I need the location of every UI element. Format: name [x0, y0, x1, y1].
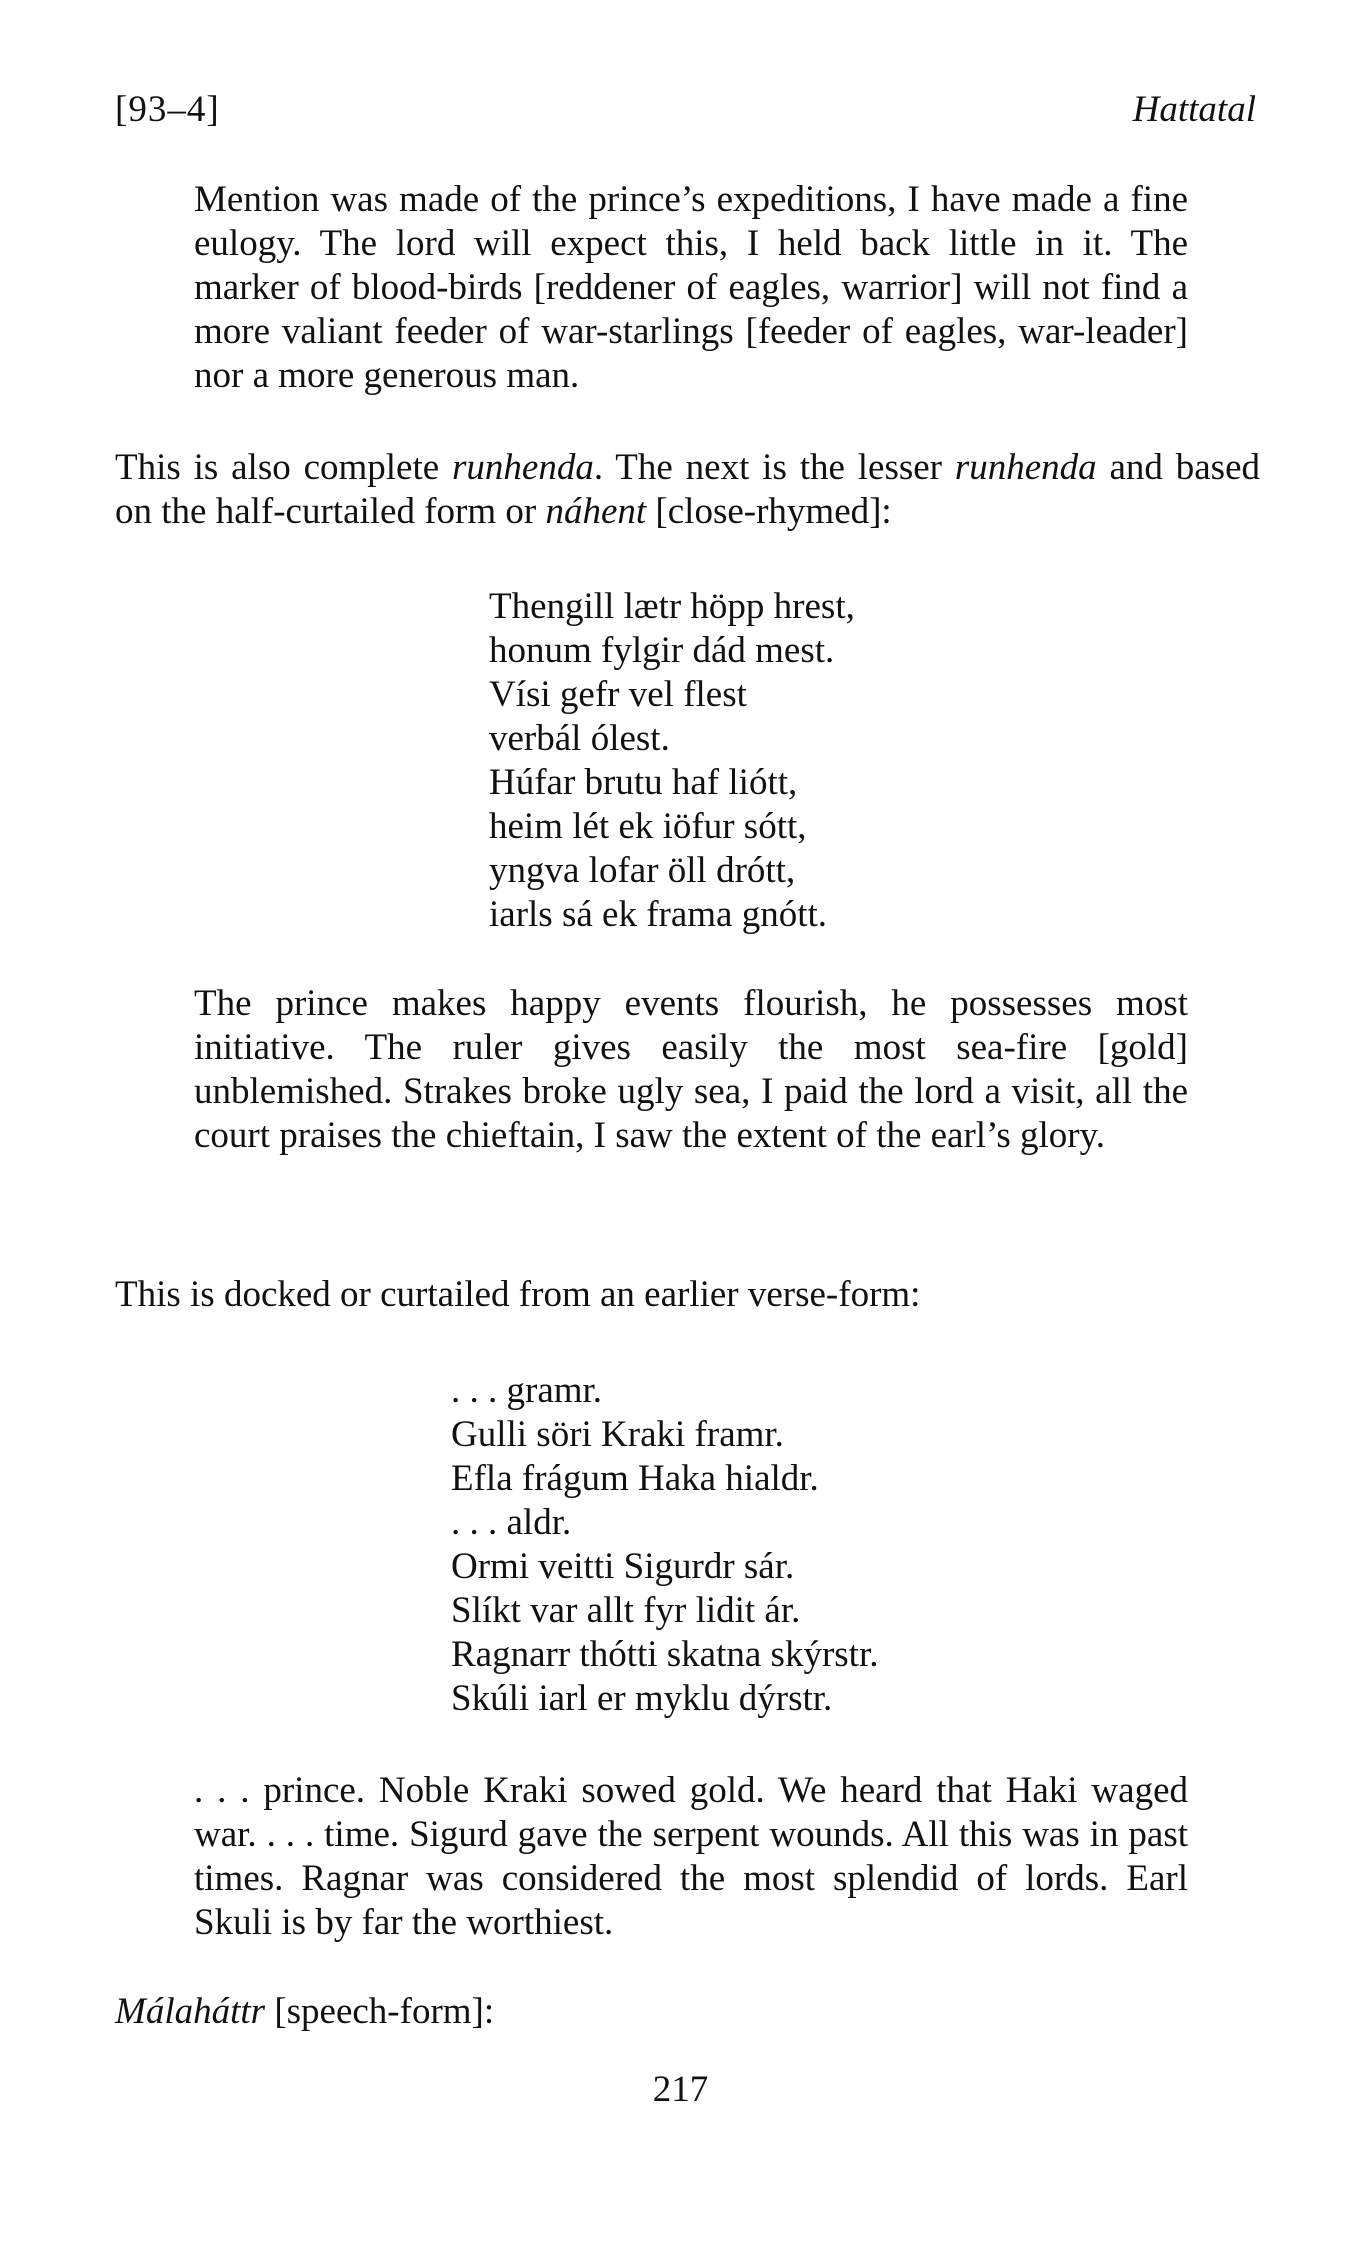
verse-line: Ormi veitti Sigurdr sár. [451, 1546, 795, 1587]
running-title: Hattatal [1132, 89, 1256, 130]
term-runhenda: runhenda [452, 447, 594, 488]
verse-line: Húfar brutu haf liótt, [489, 762, 798, 803]
running-header [115, 88, 1256, 138]
text-run: [close-rhymed]: [646, 491, 892, 532]
verse-line: heim lét ek iöfur sótt, [489, 806, 807, 847]
verse-line: verbál ólest. [489, 718, 670, 759]
commentary-paragraph-3 [115, 1990, 1260, 2034]
term-nahent: náhent [545, 491, 647, 532]
verse-line: . . . aldr. [451, 1502, 572, 1543]
verse-stanza-2 [451, 1369, 879, 1721]
translation-paragraph-1: Mention was made of the prince’s expeditions, I have made a fine eulogy. The lord will expect this, I held back little in it. The marker of blood-birds [reddener of eagles, warrior] will not find a more valiant feeder of war-starlings [feeder of eagles, war-leader] nor a more generous man. [194, 179, 1188, 396]
verse-line: yngva lofar öll drótt, [489, 850, 796, 891]
verse-line: . . . gramr. [451, 1370, 603, 1411]
page-number: 217 [652, 2069, 709, 2110]
verse-stanza-1 [489, 585, 855, 937]
verse-line: Gulli söri Kraki framr. [451, 1414, 784, 1455]
section-reference: [93–4] [115, 89, 220, 130]
term-malahattr: Málaháttr [115, 1991, 266, 2032]
translation-paragraph-2: The prince makes happy events flourish, he possesses most initiative. The ruler gives easily the most sea-fire [gold] unblemished. Strakes broke ugly sea, I paid the lord a visit, all the court praises the chieftain, I saw the extent of the earl’s glory. [194, 983, 1188, 1156]
verse-line: Skúli iarl er myklu dýrstr. [451, 1678, 833, 1719]
verse-line: Slíkt var allt fyr lidit ár. [451, 1590, 801, 1631]
verse-line: Ragnarr thótti skatna skýrstr. [451, 1634, 879, 1675]
commentary-paragraph-1 [115, 446, 1260, 534]
term-runhenda-lesser: runhenda [954, 447, 1097, 488]
text-run: This is also complete [115, 447, 453, 488]
verse-line: Efla frágum Haka hialdr. [451, 1458, 819, 1499]
text-run: and based on the half-curtailed form or [115, 447, 1260, 532]
commentary-paragraph-2: This is docked or curtailed from an earlier verse-form: [115, 1274, 921, 1315]
text-run: [speech-form]: [265, 1991, 495, 2032]
verse-line: iarls sá ek frama gnótt. [489, 894, 828, 935]
verse-line: honum fylgir dád mest. [489, 630, 835, 671]
verse-line: Vísi gefr vel flest [489, 674, 747, 715]
verse-line: Thengill lætr höpp hrest, [489, 586, 855, 627]
text-run: . The next is the lesser [593, 447, 955, 488]
translation-paragraph-3: . . . prince. Noble Kraki sowed gold. We heard that Haki waged war. . . . time. Sigurd gave the serpent wounds. All this was in past times. Ragnar was considered the most splendid of lords. Earl Skuli is by far the worthiest. [194, 1770, 1188, 1943]
